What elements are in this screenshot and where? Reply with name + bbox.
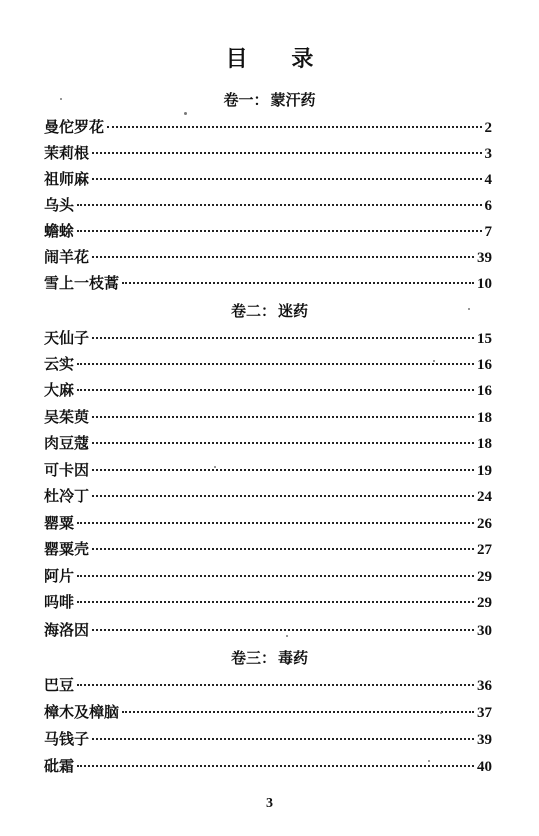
entry-name: 雪上一枝蒿	[44, 274, 120, 292]
scan-speck	[184, 112, 187, 115]
entry-page-number: 7	[484, 224, 492, 240]
dot-leader	[92, 738, 474, 740]
scan-speck	[428, 760, 430, 762]
dot-leader	[77, 363, 474, 365]
toc-entry	[44, 701, 492, 723]
entry-page-number: 26	[477, 516, 492, 532]
toc-entry	[44, 538, 492, 560]
entry-name: 乌头	[44, 196, 75, 214]
toc-entry	[44, 485, 492, 507]
entry-name: 祖师麻	[44, 170, 90, 188]
page-number: 3	[266, 796, 273, 811]
entry-name: 砒霜	[44, 757, 75, 775]
entry-page-number: 6	[484, 198, 492, 214]
toc-entry	[44, 674, 492, 696]
entry-name: 闹羊花	[44, 248, 90, 266]
dot-leader	[122, 711, 474, 713]
toc-entry	[44, 194, 492, 216]
entry-name: 茉莉根	[44, 144, 90, 162]
entry-page-number: 36	[477, 678, 492, 694]
entry-page-number: 27	[477, 542, 492, 558]
dot-leader	[77, 601, 474, 603]
entry-page-number: 40	[477, 759, 492, 775]
toc-entry	[44, 591, 492, 613]
dot-leader	[92, 152, 481, 154]
dot-leader	[92, 337, 474, 339]
entry-name: 罂粟	[44, 514, 75, 532]
toc-entry	[44, 379, 492, 401]
entry-name: 罂粟壳	[44, 540, 90, 558]
entry-name: 曼佗罗花	[44, 118, 105, 136]
entry-name: 蟾蜍	[44, 222, 75, 240]
entry-name: 杜冷丁	[44, 487, 90, 505]
entry-page-number: 4	[484, 172, 492, 188]
dot-leader	[92, 495, 474, 497]
scan-speck	[433, 360, 435, 362]
entry-page-number: 10	[477, 276, 492, 292]
entry-page-number: 18	[477, 410, 492, 426]
entry-page-number: 16	[477, 357, 492, 373]
entry-page-number: 24	[477, 489, 492, 505]
toc-entry	[44, 142, 492, 164]
entry-name: 阿片	[44, 567, 75, 585]
dot-leader	[77, 765, 474, 767]
toc-entry	[44, 728, 492, 750]
scan-speck	[286, 635, 288, 637]
toc-entry	[44, 459, 492, 481]
dot-leader	[77, 684, 474, 686]
entry-page-number: 2	[484, 120, 492, 136]
entry-name: 吗啡	[44, 593, 75, 611]
entry-page-number: 18	[477, 436, 492, 452]
entry-name: 大麻	[44, 381, 75, 399]
entry-page-number: 15	[477, 331, 492, 347]
toc-entry	[44, 327, 492, 349]
toc-entry	[44, 353, 492, 375]
toc-entry	[44, 272, 492, 294]
scan-speck	[468, 308, 470, 310]
dot-leader	[77, 204, 481, 206]
toc-entry	[44, 432, 492, 454]
entry-page-number: 19	[477, 463, 492, 479]
scan-speck	[60, 98, 62, 100]
entry-page-number: 29	[477, 595, 492, 611]
section-heading-2	[0, 301, 539, 321]
section-name: 毒药	[278, 649, 309, 667]
entry-name: 樟木及樟脑	[44, 703, 120, 721]
toc-entry	[44, 220, 492, 242]
toc-entry	[44, 512, 492, 534]
section-heading-1	[0, 90, 539, 110]
toc-entry	[44, 619, 492, 641]
dot-leader	[92, 469, 474, 471]
entry-name: 肉豆蔻	[44, 434, 90, 452]
dot-leader	[77, 575, 474, 577]
dot-leader	[92, 178, 481, 180]
dot-leader	[77, 389, 474, 391]
section-volume-label: 卷一：	[223, 91, 269, 109]
entry-name: 可卡因	[44, 461, 90, 479]
entry-page-number: 39	[477, 250, 492, 266]
entry-name: 巴豆	[44, 676, 75, 694]
entry-name: 海洛因	[44, 621, 90, 639]
entry-page-number: 16	[477, 383, 492, 399]
page-title: 目 录	[225, 46, 332, 72]
section-name: 迷药	[278, 302, 309, 320]
dot-leader	[77, 522, 474, 524]
section-volume-label: 卷二：	[230, 302, 276, 320]
dot-leader	[92, 442, 474, 444]
dot-leader	[92, 416, 474, 418]
toc-entry	[44, 755, 492, 777]
dot-leader	[107, 126, 481, 128]
entry-name: 天仙子	[44, 329, 90, 347]
section-volume-label: 卷三：	[230, 649, 276, 667]
toc-entry	[44, 168, 492, 190]
scan-speck	[214, 466, 216, 468]
entry-name: 吴茱萸	[44, 408, 90, 426]
entry-page-number: 30	[477, 623, 492, 639]
dot-leader	[92, 548, 474, 550]
toc-entry	[44, 565, 492, 587]
scan-speck	[440, 712, 442, 714]
entry-page-number: 37	[477, 705, 492, 721]
dot-leader	[92, 256, 474, 258]
entry-name: 马钱子	[44, 730, 90, 748]
dot-leader	[92, 629, 474, 631]
entry-page-number: 29	[477, 569, 492, 585]
toc-entry	[44, 116, 492, 138]
section-name: 蒙汗药	[270, 91, 316, 109]
dot-leader	[122, 282, 474, 284]
entry-name: 云实	[44, 355, 75, 373]
toc-entry	[44, 246, 492, 268]
section-heading-3	[0, 648, 539, 668]
dot-leader	[77, 230, 481, 232]
toc-entry	[44, 406, 492, 428]
entry-page-number: 3	[484, 146, 492, 162]
entry-page-number: 39	[477, 732, 492, 748]
